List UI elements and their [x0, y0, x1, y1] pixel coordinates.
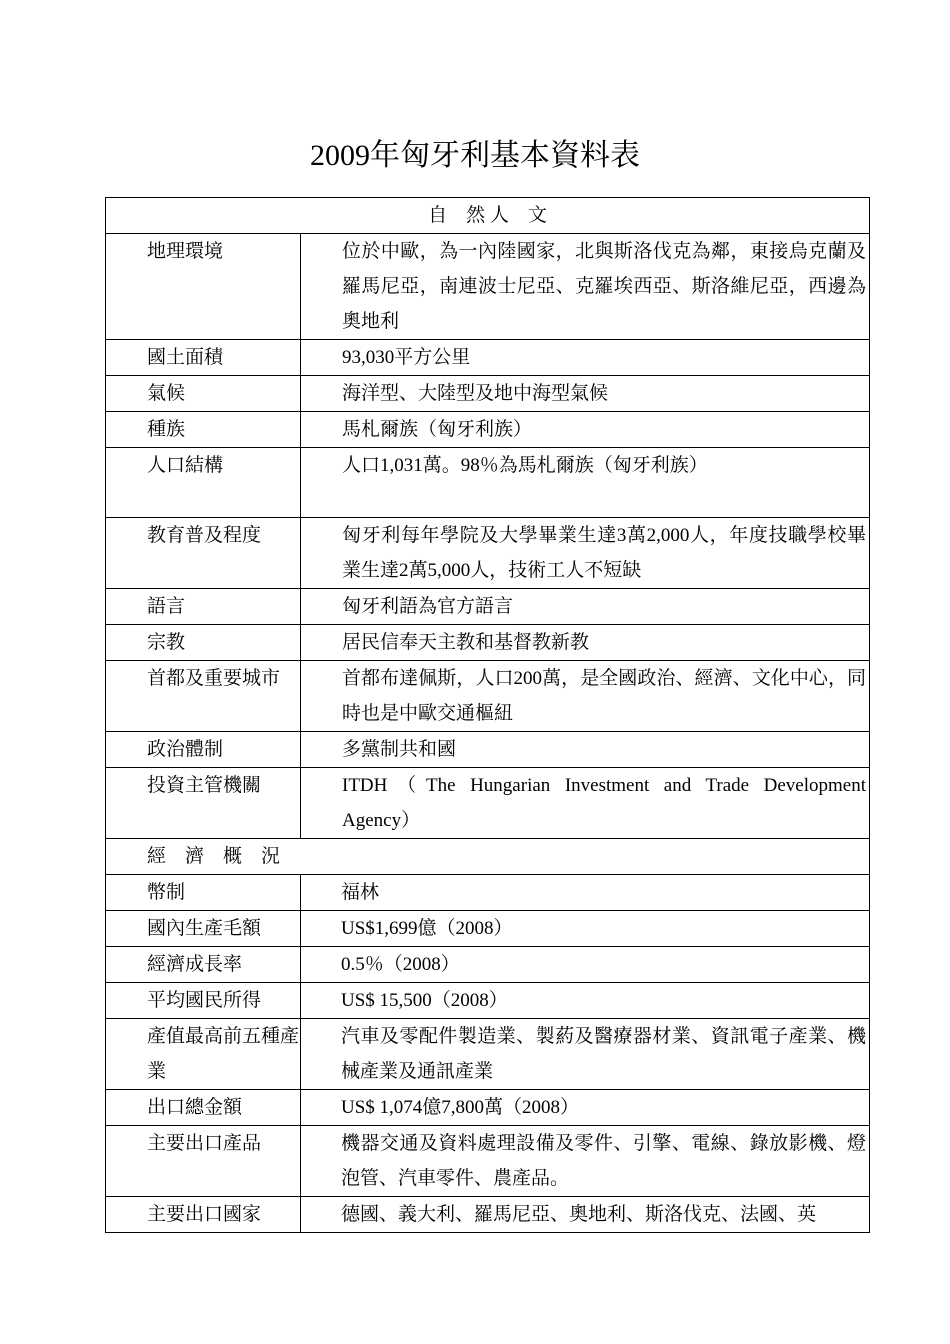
row-label: 宗教 — [106, 625, 301, 661]
row-label: 經濟成長率 — [106, 947, 301, 983]
row-value: US$ 1,074億7,800萬（2008） — [301, 1090, 870, 1126]
row-label: 平均國民所得 — [106, 983, 301, 1019]
row-value: 德國、義大利、羅馬尼亞、奧地利、斯洛伐克、法國、英 — [301, 1197, 870, 1233]
row-label: 產值最高前五種產業 — [106, 1019, 301, 1090]
row-value: 福林 — [301, 875, 870, 911]
row-label: 首都及重要城市 — [106, 661, 301, 732]
table-row — [106, 340, 870, 376]
row-value: 人口1,031萬。98％為馬札爾族（匈牙利族） — [301, 448, 870, 518]
table-row — [106, 768, 870, 839]
row-label: 國內生產毛額 — [106, 911, 301, 947]
row-value: 匈牙利語為官方語言 — [301, 589, 870, 625]
section-title-natural: 自 然 人 文 — [106, 198, 870, 234]
table-row — [106, 1126, 870, 1197]
section-header-natural — [106, 198, 870, 234]
row-value: 首都布達佩斯，人口200萬，是全國政治、經濟、文化中心，同時也是中歐交通樞紐 — [301, 661, 870, 732]
row-label: 教育普及程度 — [106, 518, 301, 589]
table-row — [106, 1019, 870, 1090]
table-row — [106, 412, 870, 448]
row-label: 政治體制 — [106, 732, 301, 768]
row-label: 語言 — [106, 589, 301, 625]
page-title: 2009年匈牙利基本資料表 — [310, 139, 640, 172]
table-row — [106, 376, 870, 412]
row-label: 主要出口國家 — [106, 1197, 301, 1233]
table-row — [106, 875, 870, 911]
table-row — [106, 625, 870, 661]
section-title-economy: 經 濟 概 況 — [106, 839, 870, 875]
table-row — [106, 589, 870, 625]
row-value: 居民信奉天主教和基督教新教 — [301, 625, 870, 661]
basic-data-table — [105, 197, 870, 1233]
table-row — [106, 983, 870, 1019]
row-value: 海洋型、大陸型及地中海型氣候 — [301, 376, 870, 412]
row-value: US$1,699億（2008） — [301, 911, 870, 947]
table-row — [106, 448, 870, 518]
row-label: 地理環境 — [106, 234, 301, 340]
row-value: 汽車及零配件製造業、製葯及醫療器材業、資訊電子產業、機械產業及通訊產業 — [301, 1019, 870, 1090]
row-label: 主要出口產品 — [106, 1126, 301, 1197]
table-row — [106, 911, 870, 947]
table-row — [106, 732, 870, 768]
row-value: 多黨制共和國 — [301, 732, 870, 768]
row-value: 機器交通及資料處理設備及零件、引擎、電線、錄放影機、燈泡管、汽車零件、農產品。 — [301, 1126, 870, 1197]
table-row — [106, 947, 870, 983]
row-value: 0.5％（2008） — [301, 947, 870, 983]
table-row — [106, 518, 870, 589]
row-label: 投資主管機關 — [106, 768, 301, 839]
row-value: US$ 15,500（2008） — [301, 983, 870, 1019]
row-label: 種族 — [106, 412, 301, 448]
row-label: 人口結構 — [106, 448, 301, 518]
table-row — [106, 234, 870, 340]
table-row — [106, 661, 870, 732]
row-value: 93,030平方公里 — [301, 340, 870, 376]
row-label: 國土面積 — [106, 340, 301, 376]
section-header-economy — [106, 839, 870, 875]
row-value: ITDH（The Hungarian Investment and Trade Development Agency） — [301, 768, 870, 839]
row-value: 匈牙利每年學院及大學畢業生達3萬2,000人，年度技職學校畢業生達2萬5,000人，技術工人不短缺 — [301, 518, 870, 589]
row-label: 幣制 — [106, 875, 301, 911]
row-value: 位於中歐，為一內陸國家，北與斯洛伐克為鄰，東接烏克蘭及羅馬尼亞，南連波士尼亞、克羅埃西亞、斯洛維尼亞，西邊為奧地利 — [301, 234, 870, 340]
row-value: 馬札爾族（匈牙利族） — [301, 412, 870, 448]
table-row — [106, 1090, 870, 1126]
row-label: 出口總金額 — [106, 1090, 301, 1126]
table-row — [106, 1197, 870, 1233]
row-label: 氣候 — [106, 376, 301, 412]
